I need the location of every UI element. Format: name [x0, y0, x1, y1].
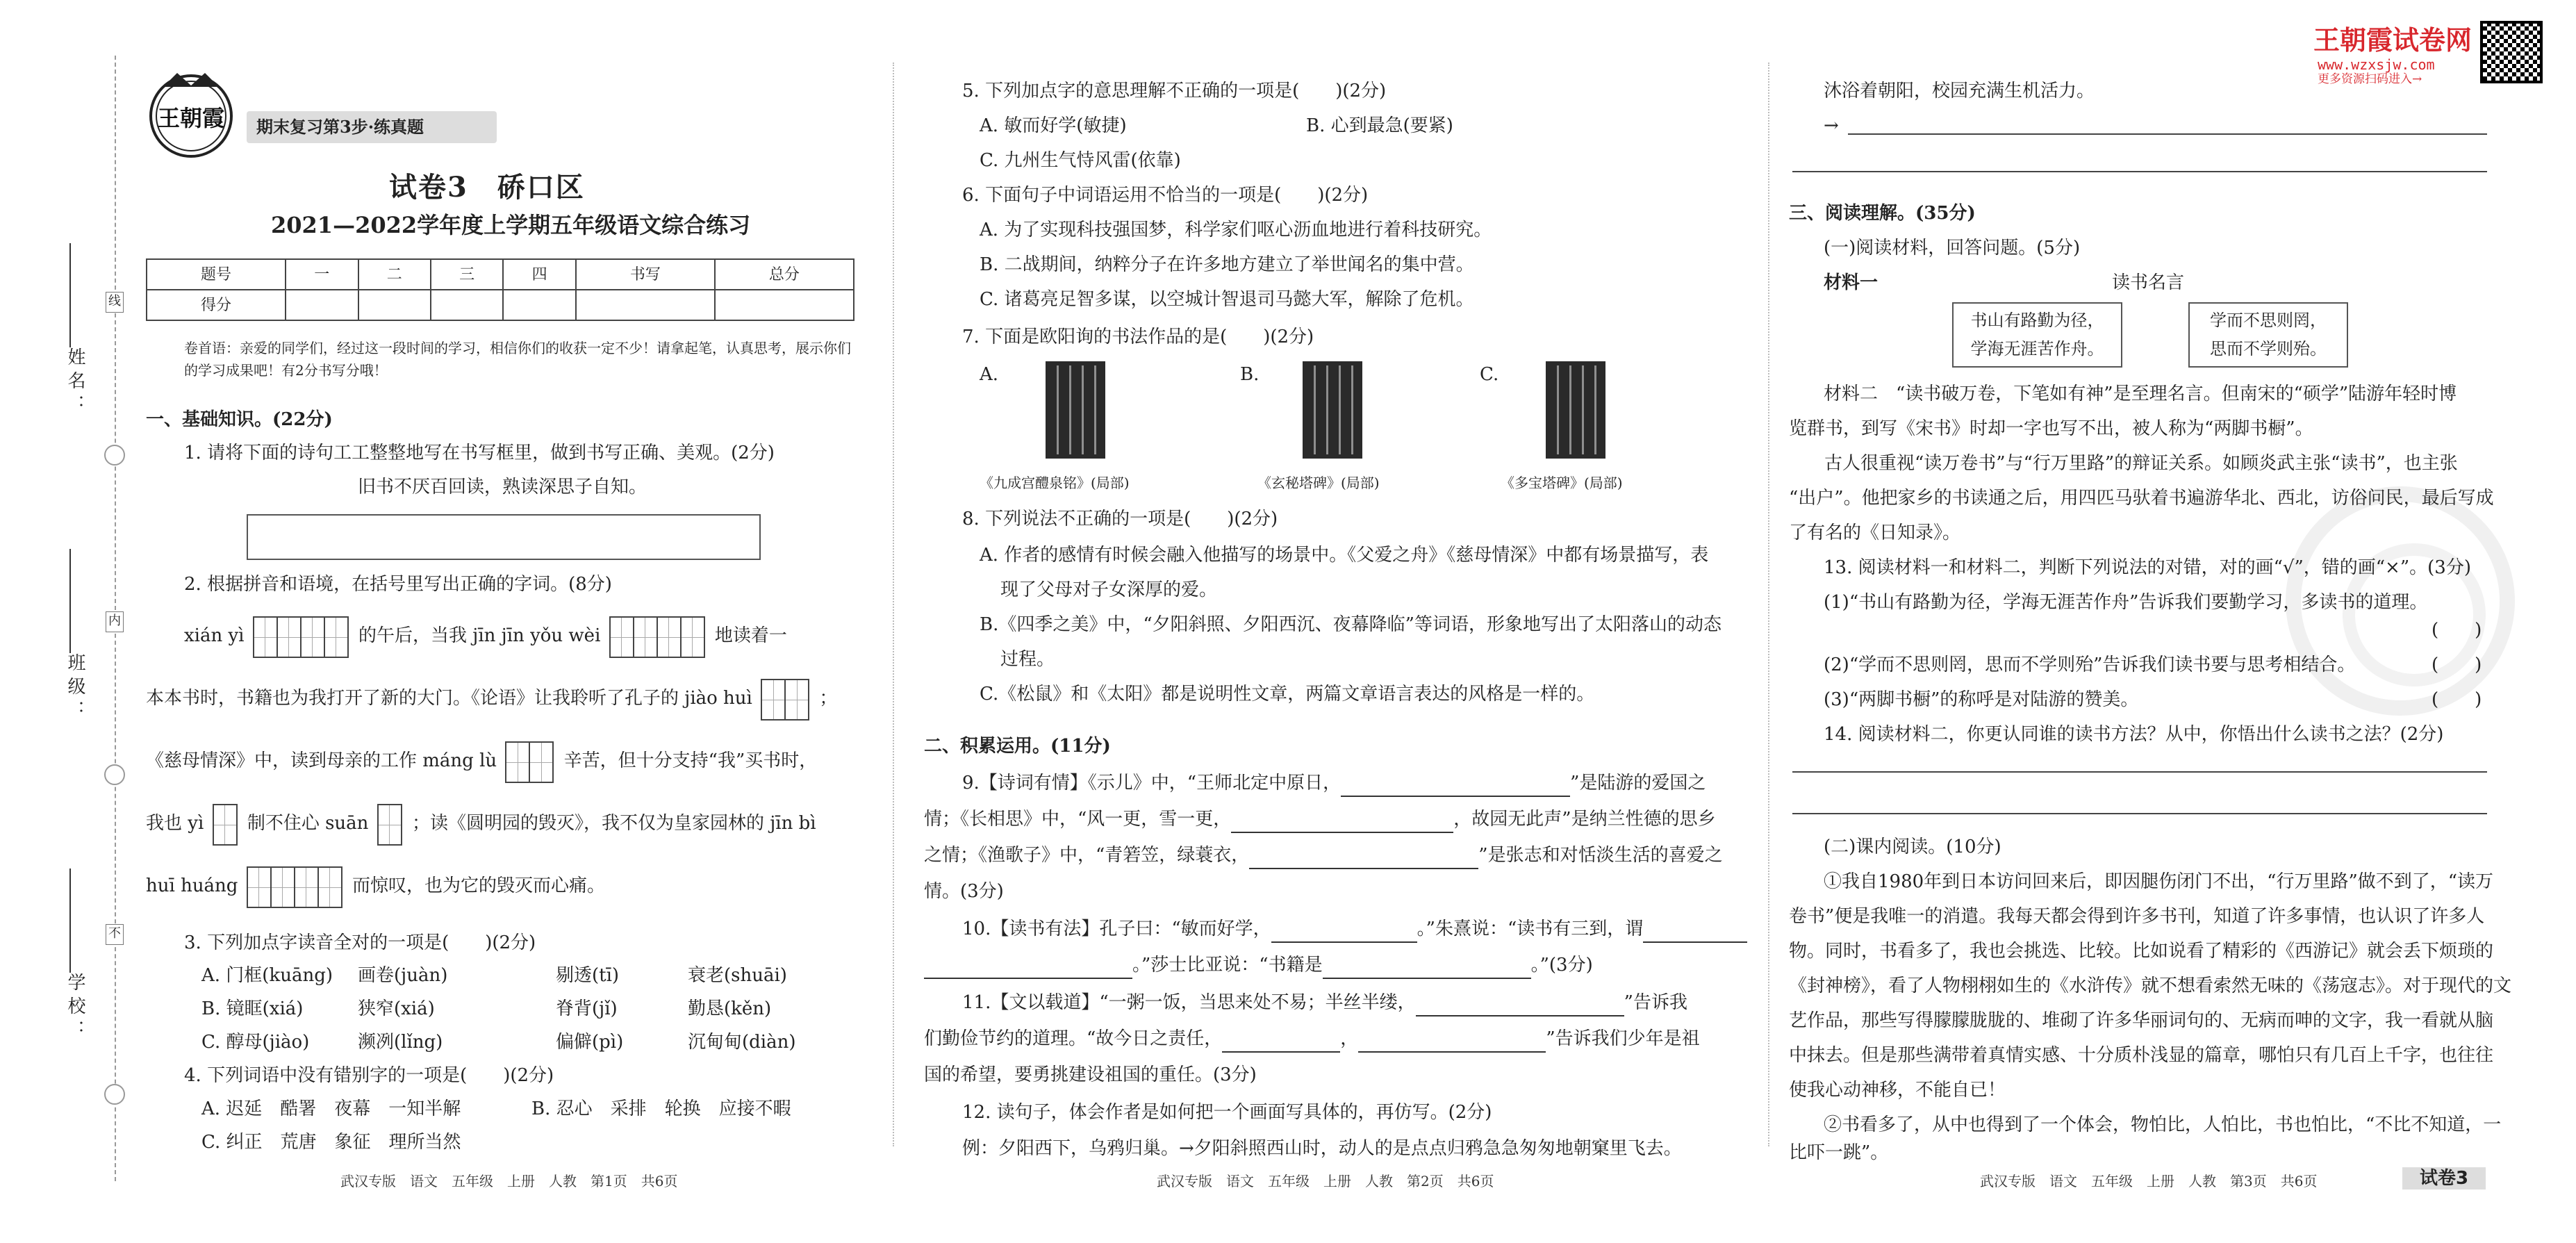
- q9-text: 9.【诗词有情】《示儿》中，“王师北定中原日，: [962, 773, 1341, 793]
- calligraphy-image: [1303, 361, 1362, 459]
- score-cell[interactable]: [431, 290, 503, 320]
- name-field-line[interactable]: [69, 243, 71, 347]
- q13-answer-paren[interactable]: ( ): [2431, 655, 2482, 675]
- q2-answer-boxes[interactable]: [762, 671, 809, 727]
- calligraphy-image: [1546, 361, 1605, 459]
- passage-line: ①我自1980年到日本访问回来后，即因腿伤闭门不出，“行万里路”做不到了，“读万: [1824, 871, 2494, 892]
- q7-prompt: 7. 下面是欧阳询的书法作品的是( )(2分): [962, 327, 1314, 347]
- q6-option[interactable]: C. 诸葛亮足智多谋，以空城计智退司马懿大军，解除了危机。: [980, 289, 1474, 310]
- q3-option[interactable]: 偏僻(pì): [556, 1032, 624, 1053]
- q7-option-label[interactable]: B.: [1240, 364, 1260, 385]
- q9-score: 情。(3分): [924, 881, 1004, 902]
- q2-text: 我也 yì: [146, 813, 204, 834]
- quote-box-2: [2188, 302, 2348, 368]
- score-table-header: 三: [431, 259, 503, 290]
- section-2-heading: 二、积累运用。(11分): [924, 736, 1111, 757]
- q2-text: ；读《圆明园的毁灭》，我不仅为皇家园林的 jīn bì: [411, 813, 816, 834]
- q2-pinyin: huī huáng: [146, 875, 238, 896]
- q14-prompt: 14. 阅读材料二，你更认同谁的读书方法？从中，你悟出什么读书之法？(2分): [1824, 724, 2444, 745]
- q1-prompt: 1. 请将下面的诗句工工整整地写在书写框里，做到书写正确、美观。(2分): [184, 443, 775, 463]
- q7-caption: 《九成宫醴泉铭》(局部): [980, 475, 1130, 491]
- score-cell[interactable]: [358, 290, 431, 320]
- q13-item: (3)“两脚书橱”的称呼是对陆游的赞美。: [1824, 689, 2139, 710]
- q10-text: 。”朱熹说：“读书有三到，谓: [1417, 919, 1644, 939]
- school-label: 学校：: [65, 973, 85, 1044]
- q1-poem: 旧书不厌百回读，熟读深思子自知。: [358, 477, 647, 497]
- page-3-footer: 武汉专版 语文 五年级 上册 人教 第3页 共6页: [1980, 1173, 2318, 1190]
- q9-blank[interactable]: [1341, 776, 1570, 797]
- q8-option[interactable]: A. 作者的感情有时候会融入他描写的场景中。《父爱之舟》《慈母情深》中都有场景描写，表: [980, 545, 1709, 566]
- q9-text: ”是陆游的爱国之: [1570, 773, 1706, 793]
- q2-line-2: [146, 670, 837, 727]
- q7-caption: 《玄秘塔碑》(局部): [1257, 475, 1380, 491]
- q8-option-cont: 现了父母对子女深厚的爱。: [1000, 579, 1218, 600]
- q2-answer-boxes[interactable]: [214, 796, 238, 852]
- passage-line: 艺作品，那些写得朦朦胧胧的、堆砌了许多华丽词句的、无病而呻的文字，我一看就从脑: [1789, 1010, 2494, 1031]
- q12-arrow: →: [1824, 115, 1839, 136]
- q9-text: 情；《长相思》中，“风一更，雪一更，: [924, 809, 1232, 830]
- page-2-footer: 武汉专版 语文 五年级 上册 人教 第2页 共6页: [1157, 1173, 1494, 1190]
- svg-text:王朝霞: 王朝霞: [157, 105, 225, 131]
- q12-sentence: 沐浴着朝阳，校园充满生机活力。: [1824, 81, 2095, 101]
- q10-blank[interactable]: [924, 958, 1132, 979]
- binding-hole: [104, 445, 125, 466]
- score-row-label: 得分: [147, 290, 286, 320]
- passage-line: 卷书”便是我唯一的消遣。我每天都会得到许多书刊，知道了许多事情，也认识了许多人: [1789, 906, 2485, 927]
- q2-line-5: [146, 858, 605, 914]
- quote-line: 书山有路勤为径，: [1970, 311, 2104, 330]
- q12-prompt: 12. 读句子，体会作者是如何把一个画面写具体的，再仿写。(2分): [962, 1102, 1492, 1123]
- q7-option-label[interactable]: A.: [980, 364, 999, 385]
- q10-text: 。”(3分): [1530, 955, 1593, 976]
- intro-text: 卷首语：亲爱的同学们，经过这一段时间的学习，相信你们的收获一定不少！请拿起笔，认真思考，展示你们的学习成果吧！有2分书写分哦！: [184, 340, 851, 379]
- q12-answer-line[interactable]: [1792, 171, 2487, 172]
- q11-text: 11.【文以载道】“一粥一饭，当思来处不易；半丝半缕，: [962, 992, 1416, 1013]
- passage-line: 《封神榜》，看了人物栩栩如生的《水浒传》就不想看索然无味的《荡寇志》。对于现代的文: [1789, 976, 2512, 996]
- material-2-text: 了有名的《日知录》。: [1789, 522, 1961, 543]
- q14-answer-line[interactable]: [1792, 813, 2487, 814]
- q13-prompt: 13. 阅读材料一和材料二，判断下列说法的对错，对的画“√”，错的画“×”。(3分): [1824, 557, 2471, 578]
- q4-option[interactable]: B. 忍心 采排 轮换 应接不暇: [531, 1098, 791, 1119]
- q9-text: 之情；《渔歌子》中，“青箬笠，绿蓑衣，: [924, 845, 1250, 866]
- material-2-text: 古人很重视“读万卷书”与“行万里路”的辩证关系。如顾炎武主张“读书”，也主张: [1806, 453, 2458, 474]
- q9-blank[interactable]: [1231, 812, 1453, 833]
- paper-subtitle: 2021—2022学年度上学期五年级语文综合练习: [271, 212, 751, 238]
- q11-text: ”告诉我们少年是祖: [1546, 1028, 1700, 1049]
- q2-text: 的午后，当我 jīn jīn yǒu wèi: [358, 625, 601, 646]
- q2-text: 制不住心 suān: [247, 813, 369, 834]
- q10-line: [962, 916, 1747, 943]
- q11-text: 们勤俭节约的道理。“故今日之责任，: [924, 1028, 1223, 1049]
- material-1-title: 读书名言: [2112, 272, 2185, 293]
- score-table-header: 题号: [147, 259, 286, 290]
- q14-answer-line[interactable]: [1792, 771, 2487, 773]
- q2-line-1: [184, 608, 787, 664]
- part-1-heading: (一)阅读材料，回答问题。(5分): [1824, 238, 2081, 258]
- quote-line: 学海无涯苦作舟。: [1970, 338, 2104, 359]
- q11-blank[interactable]: [1358, 1032, 1546, 1053]
- q5-option[interactable]: C. 九州生气恃风雷(依靠): [980, 150, 1181, 171]
- class-field-line[interactable]: [69, 549, 71, 653]
- q3-option[interactable]: 濒冽(lǐng): [358, 1032, 443, 1053]
- paper-title: 试卷3 硚口区: [389, 171, 585, 204]
- q2-text: ；: [819, 688, 838, 709]
- q5-option[interactable]: A. 敏而好学(敏捷): [980, 115, 1127, 136]
- q3-option[interactable]: 脊背(jǐ): [556, 998, 618, 1019]
- score-cell[interactable]: [286, 290, 358, 320]
- q9-line: [924, 806, 1716, 833]
- score-table-header: 书写: [576, 259, 715, 290]
- brand-url[interactable]: www.wzxsjw.com: [2318, 56, 2435, 73]
- q4-prompt: 4. 下列词语中没有错别字的一项是( )(2分): [184, 1065, 554, 1086]
- passage-line: 使我心动神移，不能自已！: [1789, 1080, 2006, 1101]
- quote-box-1: [1952, 302, 2122, 368]
- section-3-heading: 三、阅读理解。(35分): [1789, 203, 1976, 224]
- passage-line: 物。同时，书看多了，我也会挑选、比较。比如说看了精彩的《西游记》就会丢下烦琐的: [1789, 941, 2494, 962]
- material-2-text: “出户”。他把家乡的书读通之后，用四匹马驮着书遍游华北、西北，访俗问民，最后写成: [1789, 488, 2494, 509]
- q9-text: ，故园无此声”是纳兰性德的思乡: [1453, 809, 1716, 830]
- q9-blank[interactable]: [1249, 848, 1478, 869]
- q7-option-label[interactable]: C.: [1480, 364, 1499, 385]
- step-banner: 期末复习第3步·练真题: [247, 111, 497, 143]
- binding-hole: [104, 1084, 125, 1105]
- q2-answer-boxes[interactable]: [611, 609, 705, 664]
- q3-option[interactable]: 勤恳(kěn): [688, 998, 772, 1019]
- column-divider: [893, 63, 894, 1146]
- q3-option[interactable]: 剔透(tī): [556, 965, 620, 986]
- name-label: 姓名：: [65, 347, 85, 418]
- q10-line: [924, 952, 1593, 979]
- q12-example: 例：夕阳西下，乌鸦归巢。→夕阳斜照西山时，动人的是点点归鸦急急匆匆地朝窠里飞去。: [962, 1138, 1682, 1159]
- q13-item: (1)“书山有路勤为径，学海无涯苦作舟”告诉我们要勤学习，多读书的道理。: [1824, 592, 2428, 613]
- q2-pinyin: xián yì: [184, 625, 245, 646]
- q2-text: 《慈母情深》中，读到母亲的工作 máng lù: [146, 750, 497, 771]
- material-1-label: 材料一: [1824, 272, 1879, 293]
- binding-tag: 线: [106, 292, 124, 313]
- q7-caption: 《多宝塔碑》(局部): [1501, 475, 1623, 491]
- q3-option[interactable]: B. 镜眶(xiá): [201, 998, 304, 1019]
- q11-text: ”告诉我: [1624, 992, 1687, 1013]
- material-2-text: 览群书，到写《宋书》时却一字也写不出，被人称为“两脚书橱”。: [1789, 418, 2313, 439]
- q2-answer-boxes[interactable]: [254, 609, 349, 664]
- school-field-line[interactable]: [69, 869, 71, 973]
- q13-answer-paren[interactable]: ( ): [2431, 620, 2482, 641]
- q11-line: [962, 989, 1687, 1016]
- section-1-heading: 一、基础知识。(22分): [146, 409, 333, 430]
- q8-option-cont: 过程。: [1000, 649, 1055, 670]
- passage-line: 比吓一跳”。: [1789, 1142, 1889, 1163]
- q2-line-4: [146, 796, 816, 852]
- paper-tag: 试卷3: [2402, 1167, 2486, 1190]
- score-table-header: 二: [358, 259, 431, 290]
- q9-line: [924, 842, 1723, 869]
- q11-line: [924, 1026, 1700, 1053]
- qr-code-icon[interactable]: [2480, 21, 2543, 83]
- brand-name: 王朝霞试卷网: [2313, 25, 2472, 56]
- q11-blank[interactable]: [1416, 996, 1624, 1016]
- q4-option[interactable]: A. 迟延 酷署 夜幕 一知半解: [201, 1098, 461, 1119]
- q6-option[interactable]: A. 为了实现科技强国梦，科学家们呕心沥血地进行着科技研究。: [980, 220, 1492, 240]
- q2-text: 而惊叹，也为它的毁灭而心痛。: [352, 875, 605, 896]
- calligraphy-image: [1046, 361, 1105, 459]
- material-2-text: 材料二 “读书破万卷，下笔如有神”是至理名言。但南宋的“硕学”陆游年轻时博: [1824, 384, 2457, 404]
- q8-option[interactable]: C.《松鼠》和《太阳》都是说明性文章，两篇文章语言表达的风格是一样的。: [980, 684, 1595, 705]
- q8-prompt: 8. 下列说法不正确的一项是( )(2分): [962, 509, 1278, 529]
- q2-text: 辛苦，但十分支持“我”买书时，: [563, 750, 818, 771]
- q3-option[interactable]: 画卷(juàn): [358, 965, 448, 986]
- q9-line: [962, 770, 1706, 797]
- column-divider: [1768, 63, 1769, 1146]
- score-cell[interactable]: [576, 290, 715, 320]
- q3-option[interactable]: 沉甸甸(diàn): [688, 1032, 796, 1053]
- q5-option[interactable]: B. 心到最急(要紧): [1306, 115, 1453, 136]
- q10-blank[interactable]: [1643, 922, 1747, 943]
- q3-option[interactable]: 衰老(shuāi): [688, 965, 787, 986]
- logo: [142, 66, 240, 163]
- class-label: 班级：: [65, 653, 85, 724]
- q11-text: ，: [1340, 1028, 1359, 1049]
- page-1-footer: 武汉专版 语文 五年级 上册 人教 第1页 共6页: [340, 1173, 678, 1190]
- q2-answer-boxes[interactable]: [506, 734, 554, 789]
- q10-text: 。”莎士比亚说：“书籍是: [1132, 955, 1323, 976]
- q2-text: 地读着一: [714, 625, 787, 646]
- q1-writing-box[interactable]: [247, 514, 761, 560]
- passage-line: ②书看多了，从中也得到了一个体会，物怕比，人怕比，书也怕比，“不比不知道，一: [1824, 1114, 2502, 1135]
- q2-text: 本本书时，书籍也为我打开了新的大门。《论语》让我聆听了孔子的 jiào huì: [146, 688, 752, 709]
- q11-line: 国的希望，要勇挑建设祖国的重任。(3分): [924, 1064, 1257, 1085]
- q2-line-3: [146, 733, 817, 789]
- q2-answer-boxes[interactable]: [379, 796, 402, 852]
- score-cell[interactable]: [503, 290, 575, 320]
- q12-answer-line[interactable]: [1848, 133, 2487, 135]
- binding-tag: 不: [106, 924, 124, 945]
- q8-option[interactable]: B.《四季之美》中，“夕阳斜照、夕阳西沉、夜幕降临”等词语，形象地写出了太阳落山的动态: [980, 614, 1722, 635]
- score-table-header: 总分: [715, 259, 854, 290]
- q3-option[interactable]: C. 醇母(jiào): [201, 1032, 310, 1053]
- q6-prompt: 6. 下面句子中词语运用不恰当的一项是( )(2分): [962, 185, 1369, 206]
- q11-blank[interactable]: [1222, 1032, 1340, 1053]
- binding-tag: 内: [106, 611, 124, 632]
- score-table-header: 四: [503, 259, 575, 290]
- q10-blank[interactable]: [1271, 922, 1417, 943]
- q3-option[interactable]: 狭窄(xiá): [358, 998, 435, 1019]
- score-cell[interactable]: [715, 290, 854, 320]
- q13-answer-paren[interactable]: ( ): [2431, 689, 2482, 710]
- q10-text: 10.【读书有法】孔子曰：“敏而好学，: [962, 919, 1271, 939]
- binding-hole: [104, 764, 125, 785]
- q5-prompt: 5. 下列加点字的意思理解不正确的一项是( )(2分): [962, 81, 1387, 101]
- q13-item: (2)“学而不思则罔，思而不学则殆”告诉我们读书要与思考相结合。: [1824, 655, 2356, 675]
- quote-line: 思而不学则殆。: [2210, 338, 2327, 359]
- score-table-header: 一: [286, 259, 358, 290]
- quote-line: 学而不思则罔，: [2210, 311, 2327, 330]
- q10-blank[interactable]: [1323, 958, 1531, 979]
- q9-text: ”是张志和对恬淡生活的喜爱之: [1478, 845, 1723, 866]
- q6-option[interactable]: B. 二战期间，纳粹分子在许多地方建立了举世闻名的集中营。: [980, 254, 1474, 275]
- brand-sub: 更多资源扫码进入→: [2318, 72, 2422, 86]
- score-table: [146, 258, 854, 321]
- q3-option[interactable]: A. 门框(kuāng): [201, 965, 333, 986]
- q3-prompt: 3. 下列加点字读音全对的一项是( )(2分): [184, 932, 536, 953]
- passage-line: 中抹去。但是那些满带着真情实感、十分质朴浅显的篇章，哪怕只有几百上千字，也往往: [1789, 1045, 2494, 1066]
- q2-prompt: 2. 根据拼音和语境，在括号里写出正确的字词。(8分): [184, 574, 612, 595]
- q2-answer-boxes[interactable]: [248, 859, 342, 914]
- q4-option[interactable]: C. 纠正 荒唐 象征 理所当然: [201, 1132, 461, 1153]
- part-2-heading: (二)课内阅读。(10分): [1824, 837, 2001, 857]
